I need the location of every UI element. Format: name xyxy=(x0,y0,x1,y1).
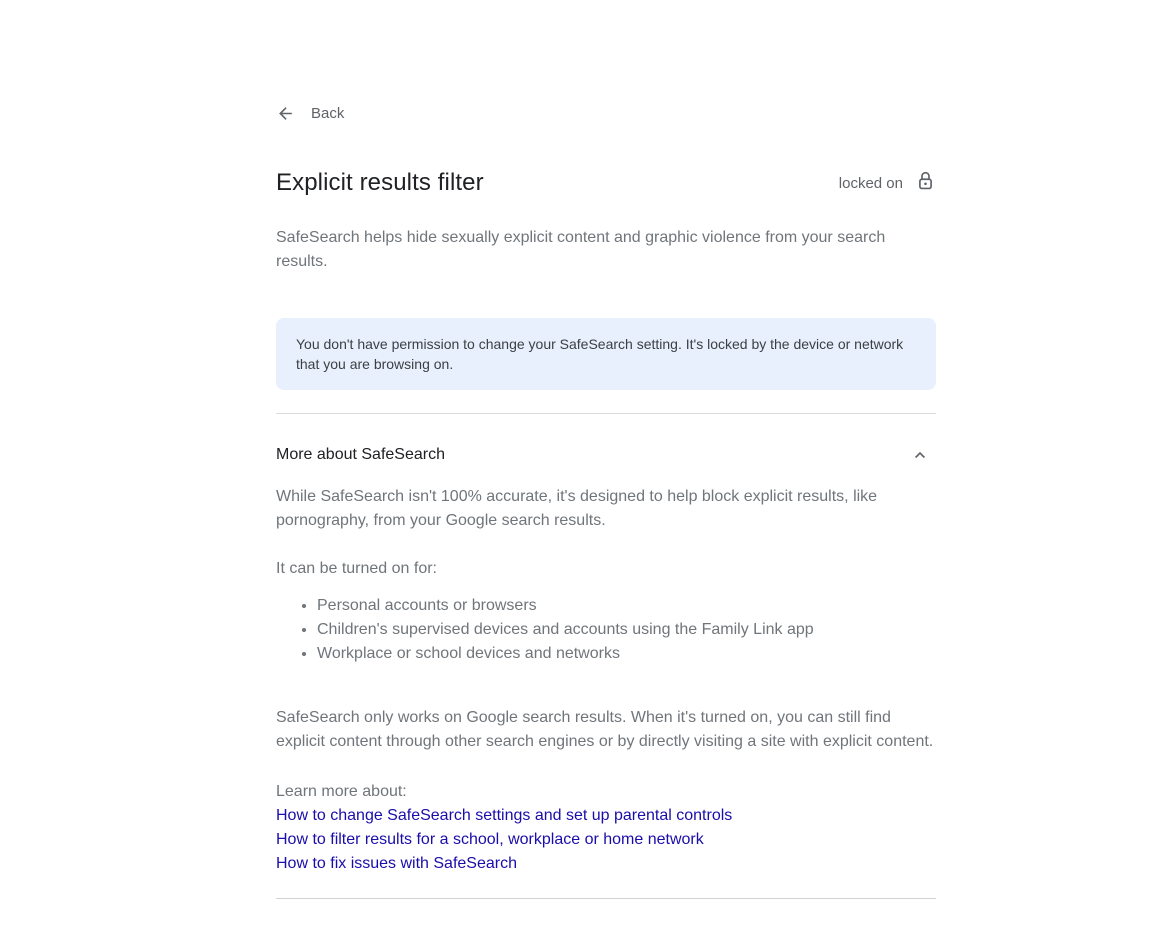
page-description: SafeSearch helps hide sexually explicit content and graphic violence from your search results. xyxy=(276,229,886,270)
learn-more-links xyxy=(276,804,936,876)
turned-on-for-list xyxy=(276,594,936,666)
link-filter-results-network[interactable]: How to filter results for a school, workplace or home network xyxy=(276,831,704,848)
list-intro: It can be turned on for: xyxy=(276,560,437,577)
lock-status-label: locked on xyxy=(838,174,903,192)
settings-panel xyxy=(276,0,936,899)
back-button[interactable] xyxy=(276,102,366,124)
list-item: • Personal accounts or browsers xyxy=(317,594,936,618)
back-label: Back xyxy=(311,104,345,122)
lock-status-badge xyxy=(839,169,936,198)
chevron-up-icon xyxy=(910,445,936,465)
permission-notice: You don't have permission to change your SafeSearch setting. It's locked by the device or network that you are browsing on. xyxy=(276,318,936,390)
heading-row xyxy=(276,168,936,198)
link-fix-issues-safesearch[interactable]: How to fix issues with SafeSearch xyxy=(276,855,517,872)
list-item: • Workplace or school devices and networks xyxy=(317,642,936,666)
link-change-safesearch-settings[interactable]: How to change SafeSearch settings and set up parental controls xyxy=(276,807,733,824)
list-item: • Children's supervised devices and accounts using the Family Link app xyxy=(317,618,936,642)
divider-top xyxy=(276,413,936,414)
links-intro: Learn more about: xyxy=(276,783,407,800)
page-title: Explicit results filter xyxy=(276,169,484,196)
back-arrow-icon xyxy=(276,104,295,123)
section-title: More about SafeSearch xyxy=(276,446,445,463)
divider-bottom xyxy=(276,898,936,899)
more-about-safesearch-toggle[interactable] xyxy=(276,443,936,467)
lock-icon xyxy=(915,169,936,198)
section-paragraph-2: SafeSearch only works on Google search results. When it's turned on, you can still find explicit content through other search engines or by directly visiting a site with explicit content. xyxy=(276,709,934,750)
section-paragraph-1: While SafeSearch isn't 100% accurate, it's designed to help block explicit results, like pornography, from your Google search results. xyxy=(276,488,878,529)
